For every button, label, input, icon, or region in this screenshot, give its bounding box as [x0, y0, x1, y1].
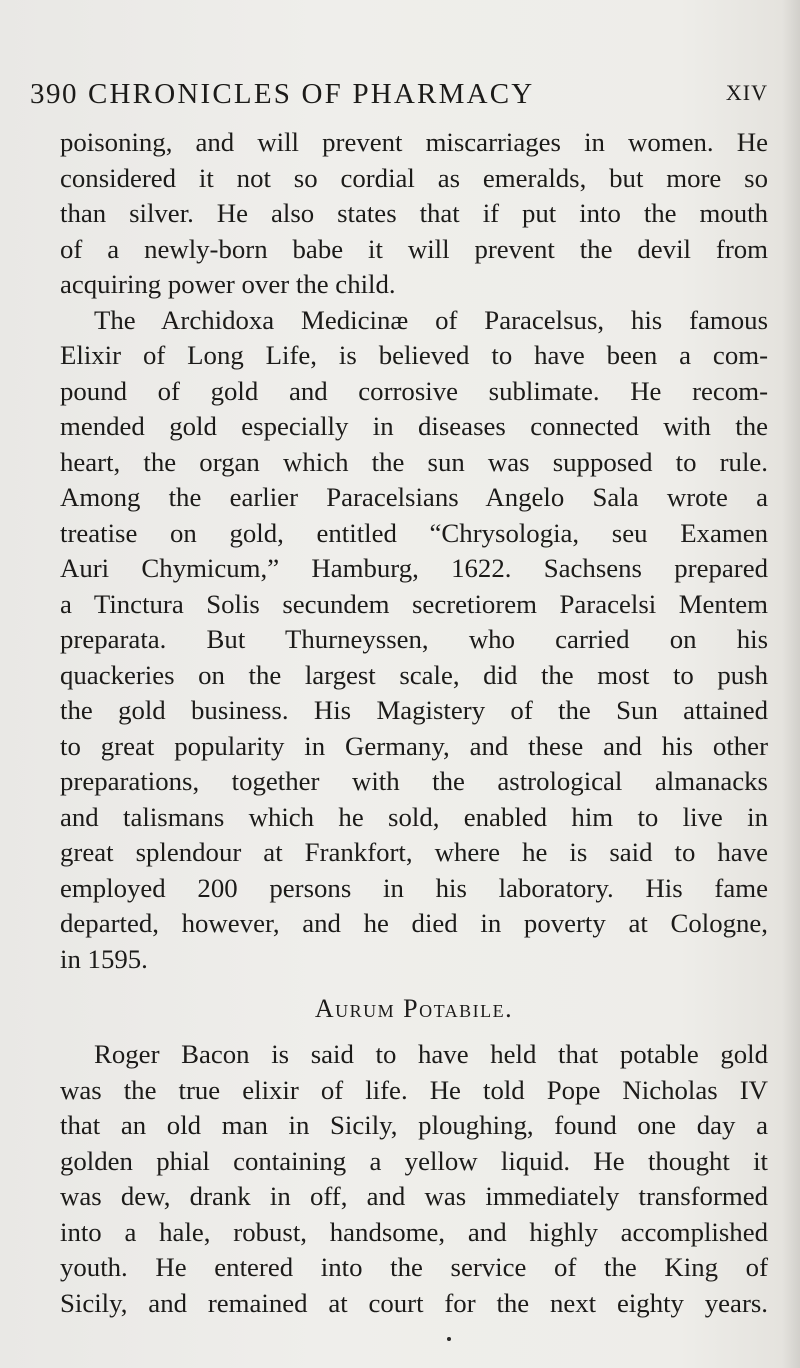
- text-line: pound of gold and corrosive sublimate. He recom-: [60, 375, 768, 406]
- text-line: that an old man in Sicily, ploughing, found one day a: [60, 1110, 768, 1140]
- paragraph: [60, 303, 768, 978]
- text-line: a Tinctura Solis secundem secretiorem Paracelsi Mentem: [60, 588, 768, 619]
- paragraph: [60, 125, 768, 303]
- text-line: Sicily, and remained at court for the next eighty years.: [60, 1287, 768, 1318]
- text-line: and talismans which he sold, enabled him to live in: [60, 801, 768, 832]
- text-line: quackeries on the largest scale, did the most to push: [60, 659, 768, 690]
- text-line: in 1595.: [60, 943, 148, 974]
- text-line: preparata. But Thurneyssen, who carried on his: [60, 624, 768, 654]
- text-line: youth. He entered into the service of the King of: [60, 1252, 768, 1282]
- text-line: of a newly-born babe it will prevent the devil from: [60, 233, 768, 264]
- text-line: was dew, drank in off, and was immediately transformed: [60, 1181, 768, 1211]
- page-edge-shadow: [782, 0, 800, 1368]
- text-line: acquiring power over the child.: [60, 269, 396, 299]
- text-line: poisoning, and will prevent miscarriages in women. He: [60, 127, 768, 157]
- text-line: The Archidoxa Medicinæ of Paracelsus, his famous: [94, 304, 768, 335]
- running-header: [30, 78, 768, 118]
- page-number: 390: [30, 78, 78, 110]
- section-heading: Aurum Potabile.: [314, 994, 514, 1023]
- text-line: considered it not so cordial as emeralds, but more so: [60, 162, 768, 193]
- text-line: golden phial containing a yellow liquid. He thought it: [60, 1145, 768, 1176]
- text-line: treatise on gold, entitled “Chrysologia, seu Examen: [60, 517, 768, 548]
- text-line: Auri Chymicum,” Hamburg, 1622. Sachsens prepared: [60, 553, 768, 583]
- text-line: Among the earlier Paracelsians Angelo Sala wrote a: [60, 482, 768, 512]
- text-line: than silver. He also states that if put into the mouth: [60, 198, 768, 228]
- text-line: was the true elixir of life. He told Pope Nicholas IV: [60, 1074, 768, 1105]
- chapter-numeral: XIV: [725, 80, 768, 105]
- paragraph: [60, 1037, 768, 1321]
- text-line: to great popularity in Germany, and these and his other: [60, 730, 768, 761]
- text-line: employed 200 persons in his laboratory. His fame: [60, 872, 768, 903]
- text-line: into a hale, robust, handsome, and highly accomplished: [60, 1216, 768, 1247]
- text-line: departed, however, and he died in poverty at Cologne,: [60, 908, 768, 938]
- text-line: heart, the organ which the sun was supposed to rule.: [60, 446, 768, 477]
- text-line: great splendour at Frankfort, where he is said to have: [60, 837, 768, 867]
- text-line: the gold business. His Magistery of the Sun attained: [60, 695, 768, 725]
- text-line: Roger Bacon is said to have held that potable gold: [94, 1039, 768, 1069]
- running-title: CHRONICLES OF PHARMACY: [88, 78, 535, 110]
- text-line: mended gold especially in diseases connected with the: [60, 411, 768, 441]
- text-line: Elixir of Long Life, is believed to have been a com-: [60, 340, 768, 370]
- text-line: preparations, together with the astrological almanacks: [60, 766, 768, 796]
- body-text: [60, 125, 768, 1321]
- print-speck: [447, 1337, 451, 1341]
